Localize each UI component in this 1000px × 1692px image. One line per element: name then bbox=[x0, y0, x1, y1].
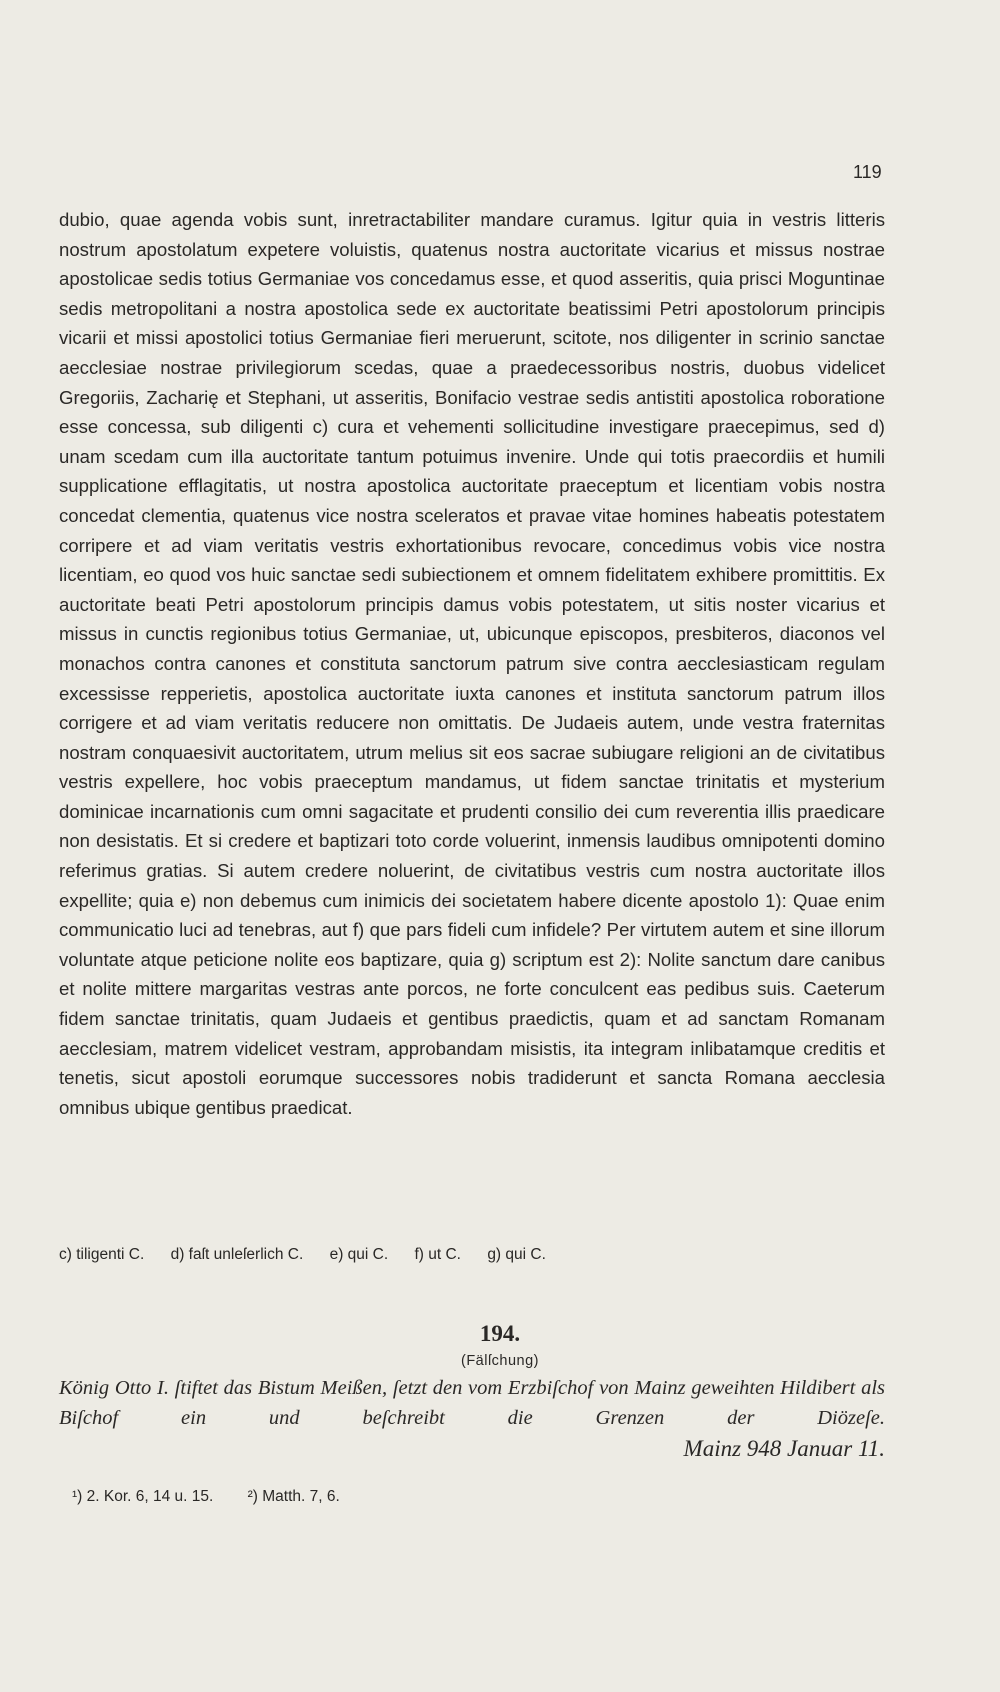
entry-date: Mainz 948 Januar 11. bbox=[683, 1436, 885, 1461]
citation-footnote: ¹) 2. Kor. 6, 14 u. 15. bbox=[72, 1488, 214, 1505]
variant-note: g) qui C. bbox=[487, 1246, 546, 1263]
entry-number: 194. bbox=[479, 1321, 521, 1346]
citation-footnotes bbox=[72, 1488, 872, 1506]
variant-note: d) faſt unleſerlich C. bbox=[170, 1246, 304, 1263]
variant-footnotes bbox=[59, 1244, 885, 1266]
citation-footnote: ²) Matth. 7, 6. bbox=[247, 1488, 340, 1505]
entry-summary: König Otto I. ſtiftet das Bistum Meißen, ſetzt den vom Erzbiſchof von Mainz geweihten Hildibert als Biſchof ein und beſchreibt die Grenzen der Diözeſe. bbox=[59, 1377, 885, 1429]
variant-note: e) qui C. bbox=[329, 1246, 389, 1263]
page-number: 119 bbox=[853, 162, 882, 182]
body-text: dubio, quae agenda vobis sunt, inretractabiliter mandare curamus. Igitur quia in vestris litteris nostrum apostolatum expetere voluistis, quatenus nostra auctoritate vicarius et missus nostrae apostolicae sedis totius Germaniae vos concedamus esse, et quod asseritis, quia prisci Moguntinae sedis metropolitani a nostra apostolica sede ex auctoritate beatissimi Petri apostolorum principis vicarii et missi apostolici totius Germaniae fieri meruerunt, scitote, nos diligenter in scrinio sanctae aecclesiae nostrae privilegiorum scedas, quae a praedecessoribus nostris, duobus videlicet Gregoriis, Zacharię et Stephani, ut asseritis, Bonifacio vestrae sedis antistiti apostolica roboratione esse concessa, sub diligenti c) cura et vehementi sollicitudine investigare praecepimus, sed d) unam scedam cum illa auctoritate tantum potuimus invenire. Unde qui totis praecordiis et humili supplicatione efflagitatis, ut nostra apostolica auctoritate praeceptum et licentiam vobis nostra concedat clementia, quatenus vice nostra sceleratos et pravae vitae homines habeatis potestatem corripere et ad viam veritatis vestris exhortationibus revocare, concedimus vobis vice nostra licentiam, eo quod vos huic sanctae sedi subiectionem et omnem fidelitatem exhibere promittitis. Ex auctoritate beati Petri apostolorum principis damus vobis potestatem, ut sitis noster vicarius et missus in cunctis regionibus totius Germaniae, ut, ubicunque episcopos, presbiteros, diaconos vel monachos contra canones et constituta sanctorum patrum sive contra aecclesiasticam regulam excessisse repperietis, apostolica auctoritate iuxta canones et instituta sanctorum patrum illos corrigere et ad viam veritatis reducere non omittatis. De Judaeis autem, unde vestra fraternitas nostram conquaesivit auctoritatem, utrum melius sit eos sacrae subiugare religioni an de civitatibus vestris expellere, hoc vobis praeceptum mandamus, ut fidem sanctae trinitatis et mysterium dominicae incarnationis cum omni sagacitate et prudenti consilio dei cum reverentia illis praedicare non desistatis. Et si credere et baptizari toto corde voluerint, inmensis laudibus omnipotenti domino referimus gratias. Si autem credere noluerint, de civitatibus vestris cum nostra auctoritate illos expellite; quia e) non debemus cum inimicis dei societatem habere dicente apostolo 1): Quae enim communicatio luci ad tenebras, aut f) que pars fideli cum infidele? Per virtutem autem et sine illorum voluntate atque peticione nolite eos baptizare, quia g) scriptum est 2): Nolite sanctum dare canibus et nolite mittere margaritas vestras ante porcos, ne forte conculcent eas pedibus suis. Caeterum fidem sanctae trinitatis, quam Judaeis et gentibus praedictis, quam et ad sanctam Romanam aecclesiam, matrem videlicet vestram, approbandam misistis, ita integram inlibatamque creditis et tenetis, sicut apostoli eorumque successores nobis tradiderunt et sancta Romana aecclesia omnibus ubique gentibus praedicat. bbox=[59, 209, 885, 1118]
variant-note: f) ut C. bbox=[414, 1246, 461, 1263]
entry-note: (Fälſchung) bbox=[460, 1353, 540, 1369]
variant-note: c) tiligenti C. bbox=[59, 1246, 145, 1263]
